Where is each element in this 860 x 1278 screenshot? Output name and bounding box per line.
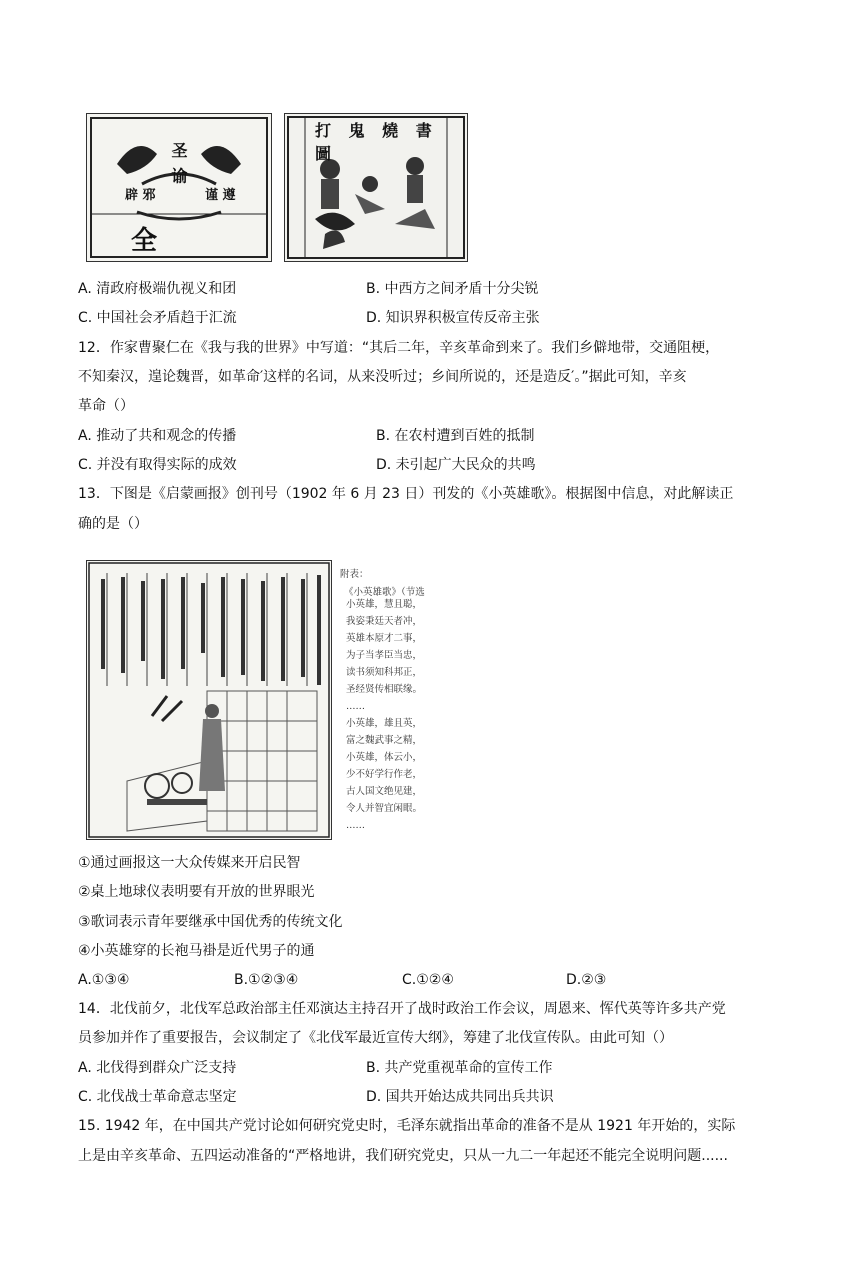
side-note-line: 小英雄，体云小，	[346, 752, 423, 763]
q13-pictorial-image	[86, 560, 332, 840]
left-side-text-a: 辟 邪	[125, 188, 156, 203]
side-note-line: 小英雄，雄且英，	[346, 718, 423, 729]
q14-option-d[interactable]: D. 国共开始达成共同出兵共识	[366, 1089, 554, 1105]
side-note-line: 我姿秉廷天者冲，	[346, 616, 423, 627]
q12-option-c[interactable]: C. 并没有取得实际的成效	[78, 457, 237, 473]
q13-stem-line-1: 13．下图是《启蒙画报》创刊号（1902 年 6 月 23 日）刊发的《小英雄歌》。根据图中信息，对此解读正	[78, 486, 734, 502]
left-bottom-text: 全	[131, 226, 188, 256]
side-note-line: 圣经贤传相联缘。	[346, 684, 423, 695]
q13-statement-3: ③歌词表示青年要继承中国优秀的传统文化	[78, 914, 343, 930]
q14-stem-line-2: 员参加并作了重要报告，会议制定了《北伐军最近宣传大纲》，筹建了北伐宣传队。由此可知（）	[78, 1030, 673, 1046]
q13-stem-line-2: 确的是（）	[78, 516, 148, 532]
side-note-line: 古人国文绝见建，	[346, 786, 423, 797]
q14-stem-line-1: 14．北伐前夕，北伐军总政治部主任邓演达主持召开了战时政治工作会议，周恩来、恽代英等许多共产党	[78, 1001, 726, 1017]
side-note-line: 少不好学行作老，	[346, 769, 423, 780]
side-note-line: 小英雄，慧且聪，	[346, 599, 423, 610]
q13-option-c[interactable]: C.①②④	[402, 972, 454, 988]
q12-stem-line-1: 12．作家曹聚仁在《我与我的世界》中写道：“其后二年，辛亥革命到来了。我们乡僻地带，交通阻梗，	[78, 340, 720, 356]
side-note-line: 读书须知科邦正，	[346, 667, 423, 678]
q13-statement-4: ④小英雄穿的长袍马褂是近代男子的通	[78, 943, 315, 959]
q11-left-woodcut-image	[86, 113, 272, 262]
q13-option-d[interactable]: D.②③	[566, 972, 607, 988]
q11-option-c[interactable]: C. 中国社会矛盾趋于汇流	[78, 310, 237, 326]
q11-option-a[interactable]: A. 清政府极端仇视义和团	[78, 281, 237, 297]
q12-option-b[interactable]: B. 在农村遭到百姓的抵制	[376, 428, 535, 444]
left-side-text-b: 谨 遵	[205, 188, 236, 203]
q14-option-b[interactable]: B. 共产党重视革命的宣传工作	[366, 1060, 553, 1076]
q13-option-b[interactable]: B.①②③④	[234, 972, 299, 988]
side-note-line: 富之魏武事之精，	[346, 735, 423, 746]
q12-stem-line-2: 不知秦汉，遑论魏晋，如革命′这样的名词，从来没听过；乡间所说的，还是造反′。”据此可知，辛亥	[78, 369, 687, 385]
little-hero-illustration	[87, 561, 331, 839]
q12-option-d[interactable]: D. 未引起广大民众的共鸣	[376, 457, 536, 473]
side-note-line: ……	[346, 701, 365, 712]
q11-option-d[interactable]: D. 知识界积极宣传反帝主张	[366, 310, 540, 326]
side-note-title: 《小英雄歌》（节选	[344, 587, 425, 598]
q12-stem-line-3: 革命（）	[78, 398, 134, 414]
q13-statement-1: ①通过画报这一大众传媒来开启民智	[78, 855, 301, 871]
side-note-line: ……	[346, 820, 365, 831]
q13-side-note	[340, 568, 430, 838]
q11-option-b[interactable]: B. 中西方之间矛盾十分尖锐	[366, 281, 539, 297]
q14-option-a[interactable]: A. 北伐得到群众广泛支持	[78, 1060, 237, 1076]
q11-right-woodcut-image	[284, 113, 468, 262]
q14-option-c[interactable]: C. 北伐战士革命意志坚定	[78, 1089, 237, 1105]
side-note-line: 英雄本原才二事，	[346, 633, 423, 644]
right-title-text: 打 鬼 燒 書 圖	[315, 121, 438, 163]
q12-option-a[interactable]: A. 推动了共和观念的传播	[78, 428, 237, 444]
q15-stem-line-2: 上是由辛亥革命、五四运动准备的“严格地讲，我们研究党史，只从一九二一年起还不能完全说明问题......	[78, 1148, 728, 1164]
q13-statement-2: ②桌上地球仪表明要有开放的世界眼光	[78, 884, 315, 900]
side-note-heading: 附表：	[340, 569, 369, 580]
q13-option-a[interactable]: A.①③④	[78, 972, 130, 988]
q15-stem-line-1: 15. 1942 年，在中国共产党讨论如何研究党史时，毛泽东就指出革命的准备不是从 1921 年开始的，实际	[78, 1118, 736, 1134]
left-banner-text: 圣 谕	[169, 142, 188, 186]
side-note-line: 令人并智宜闲眼。	[346, 803, 423, 814]
side-note-line: 为子当孝臣当忠，	[346, 650, 423, 661]
